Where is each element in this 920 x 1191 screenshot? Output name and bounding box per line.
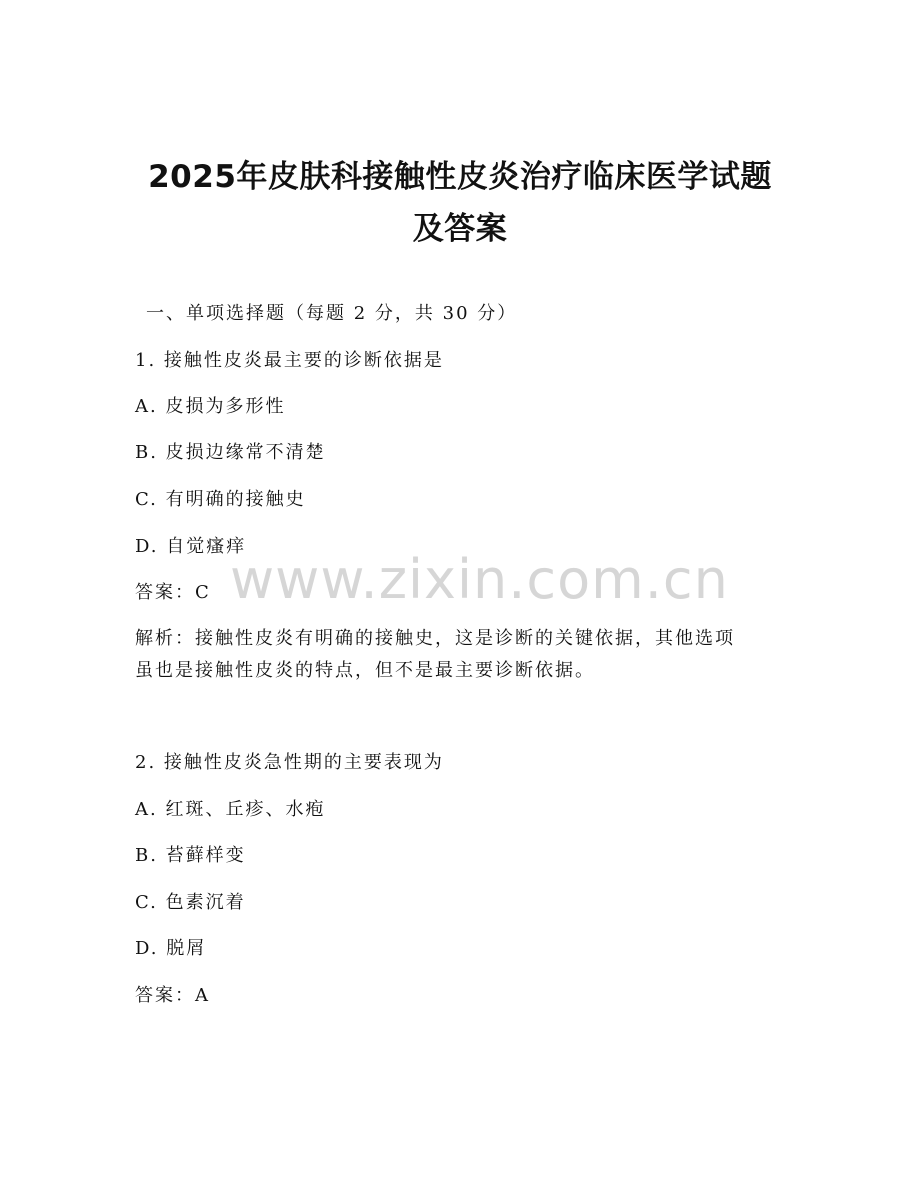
question-2-option-a: A. 红斑、丘疹、水疱: [135, 799, 326, 820]
question-2-stem: 2. 接触性皮炎急性期的主要表现为: [135, 752, 444, 773]
question-2-option-b: B. 苔藓样变: [135, 845, 246, 866]
question-2-answer: 答案：A: [135, 985, 210, 1006]
document-title-line-2: 及答案: [412, 211, 508, 247]
question-1-option-b: B. 皮损边缘常不清楚: [135, 442, 326, 463]
watermark: www.zixin.com.cn: [230, 548, 729, 611]
question-1-option-c: C. 有明确的接触史: [135, 489, 306, 510]
section-heading: 一、单项选择题（每题 2 分，共 30 分）: [146, 303, 518, 324]
question-1-option-a: A. 皮损为多形性: [135, 396, 286, 417]
question-2-option-c: C. 色素沉着: [135, 892, 246, 913]
question-2-option-d: D. 脱屑: [135, 938, 207, 959]
question-1-answer: 答案：C: [135, 582, 211, 603]
question-1-stem: 1. 接触性皮炎最主要的诊断依据是: [135, 350, 444, 371]
question-1-option-d: D. 自觉瘙痒: [135, 536, 247, 557]
question-1-analysis-line-2: 虽也是接触性皮炎的特点，但不是最主要诊断依据。: [135, 660, 595, 681]
question-1-analysis-line-1: 解析：接触性皮炎有明确的接触史，这是诊断的关键依据，其他选项: [135, 628, 735, 649]
document-title-line-1: 2025年皮肤科接触性皮炎治疗临床医学试题: [148, 159, 772, 195]
